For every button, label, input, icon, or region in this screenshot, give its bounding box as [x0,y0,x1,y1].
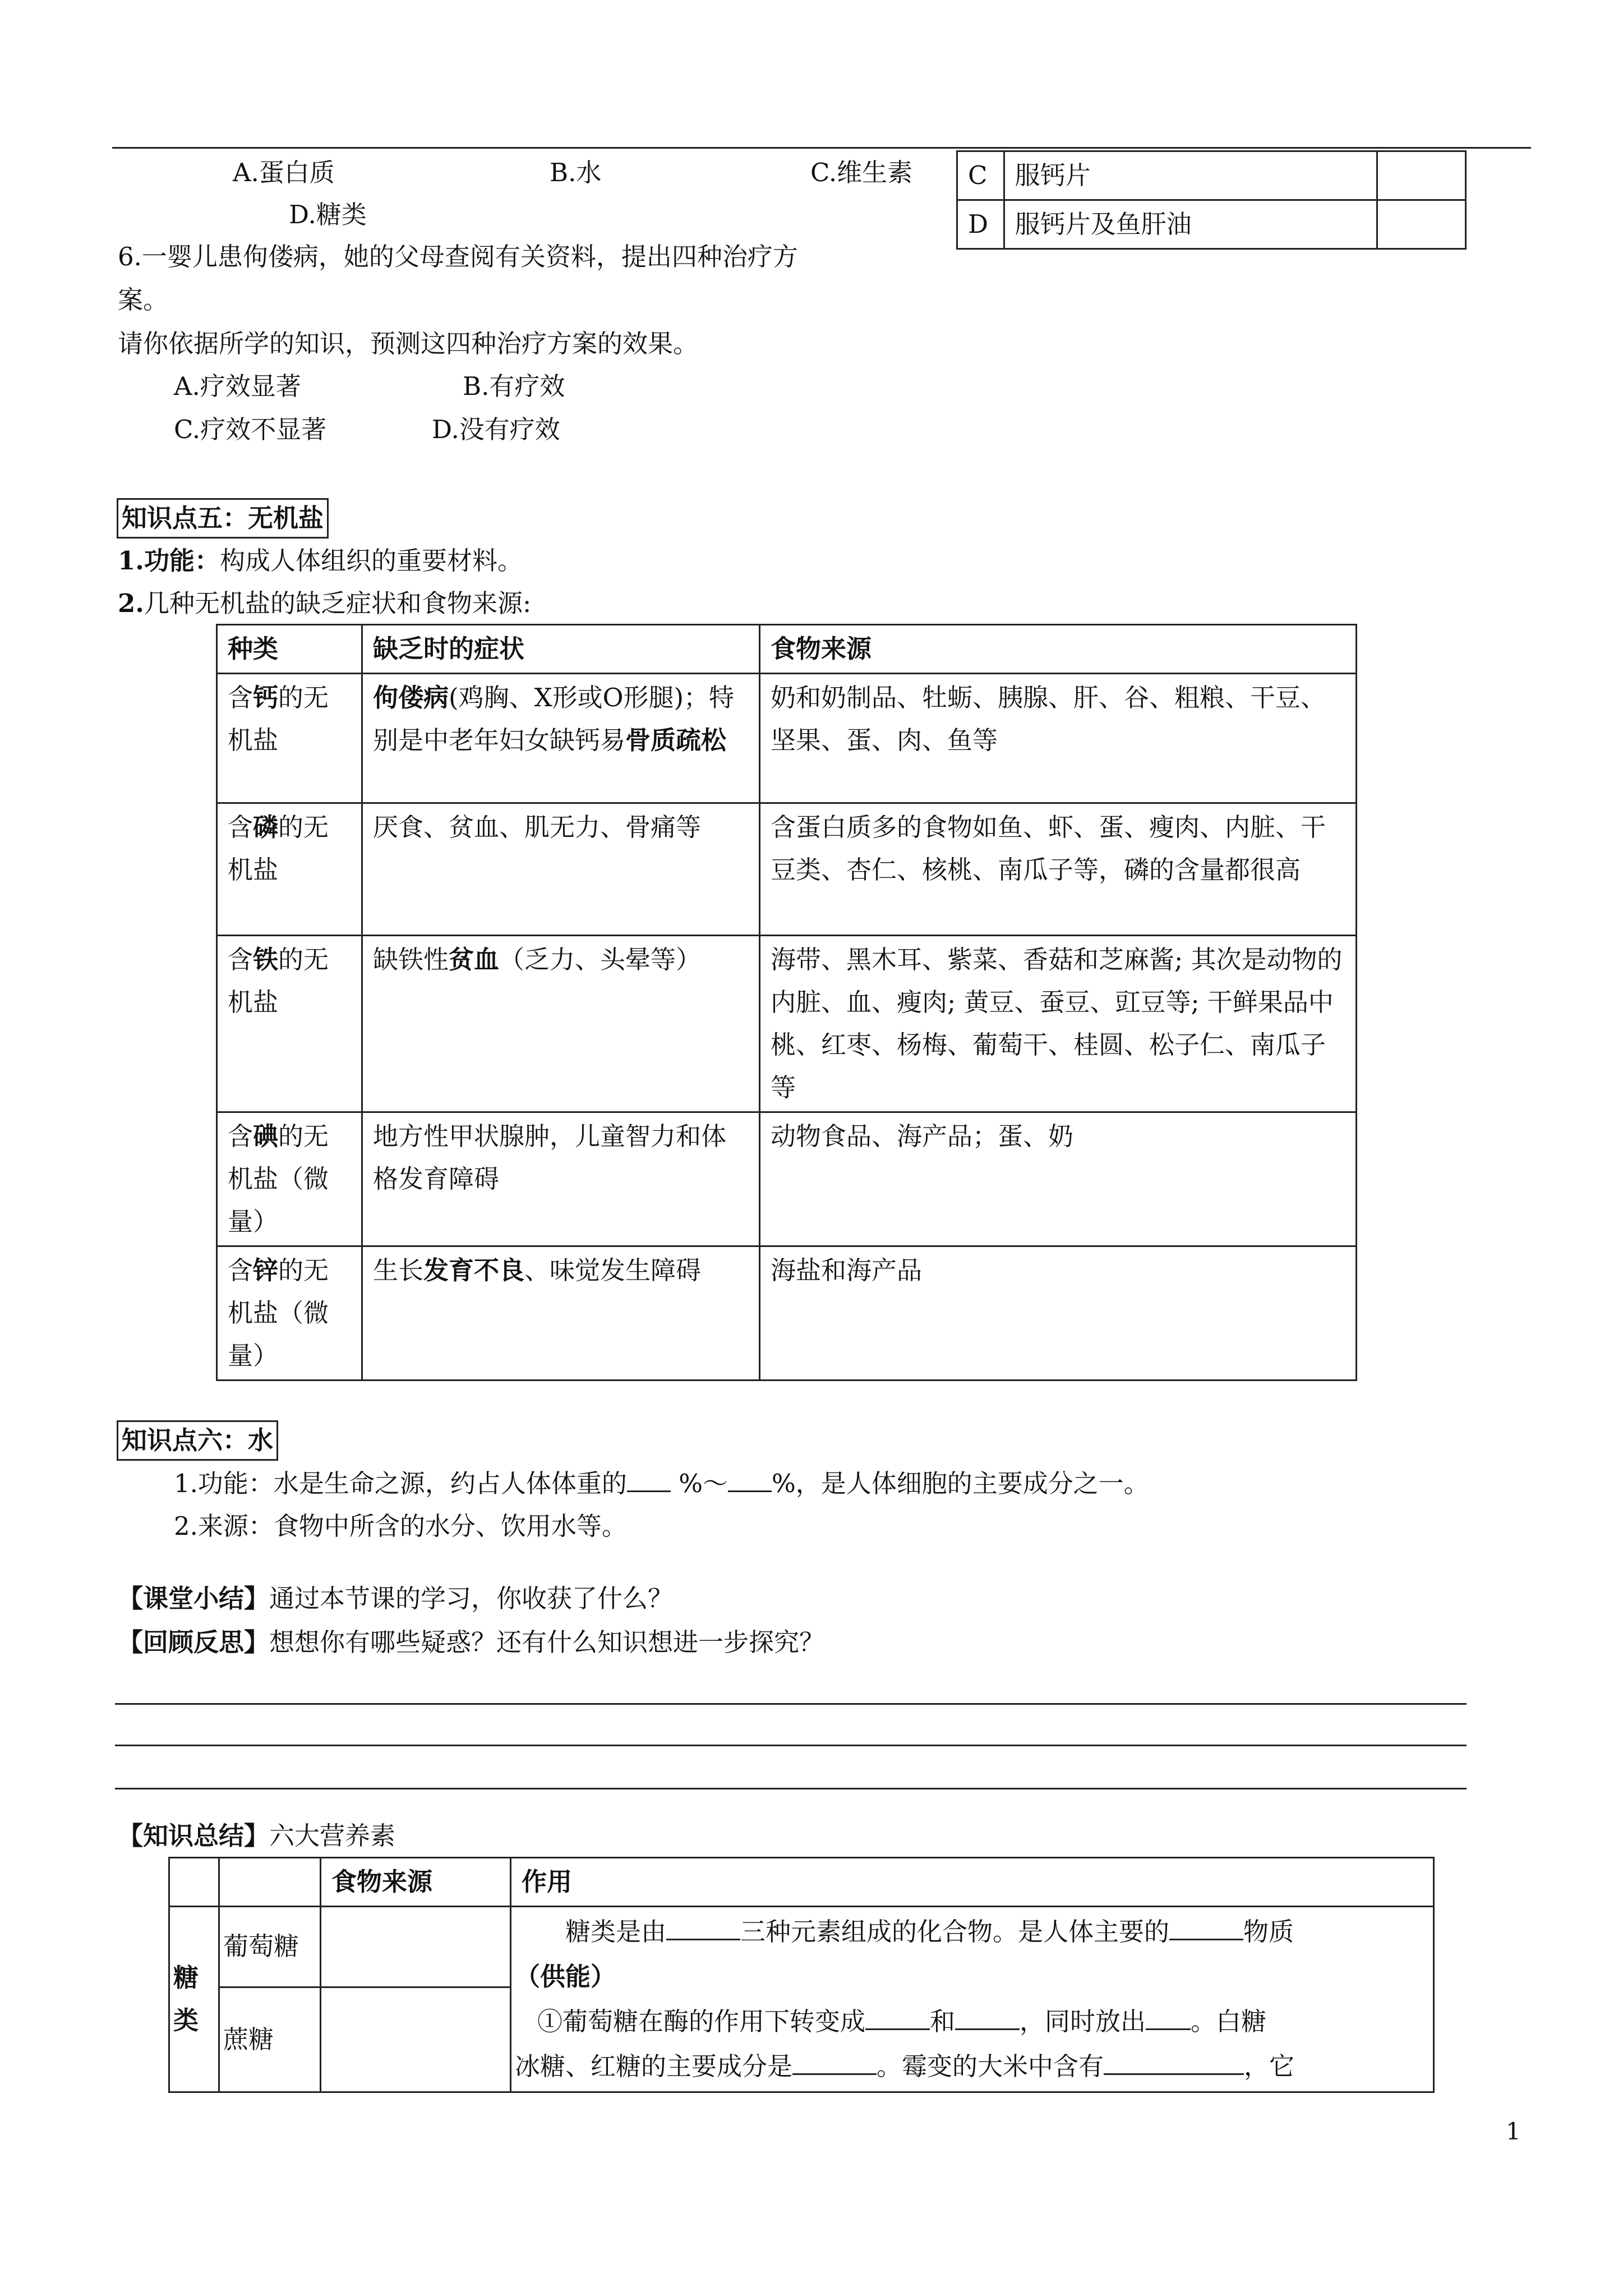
knowledge-summary: 【知识总结】六大营养素 [118,1821,396,1851]
page-number: 1 [1506,2118,1521,2145]
blank[interactable] [955,1999,1020,2030]
column-header [219,1858,321,1907]
blank[interactable] [1169,1910,1243,1940]
mineral-type: 含钙的无机盐 [217,674,362,803]
blank[interactable] [865,1999,930,2030]
q6-line2: 案。 [118,285,169,315]
mineral-source: 海带、黑木耳、紫菜、香菇和芝麻酱; 其次是动物的内脏、血、瘦肉; 黄豆、蚕豆、豇豆等; 干鲜果品中桃、红枣、杨梅、葡萄干、桂圆、松子仁、南瓜子等 [760,936,1357,1112]
treatment-result [1377,200,1466,249]
minerals-table [216,624,1357,1381]
q5-option-c: C.维生素 [810,158,913,187]
nutrients-table [168,1857,1435,2093]
q5-option-a: A.蛋白质 [233,158,335,187]
table-row [217,803,1357,936]
q6-option-d: D.没有疗效 [432,415,560,444]
water-source: 2.来源：食物中所含的水分、饮用水等。 [174,1511,627,1541]
treatment-text: 服钙片及鱼肝油 [1004,200,1377,249]
q5-option-d: D.糖类 [289,200,367,229]
q6-option-a: A.疗效显著 [174,371,301,401]
header-rule [112,147,1531,149]
mineral-type: 含磷的无机盐 [217,803,362,936]
column-header: 食物来源 [760,625,1357,674]
water-function: 1.功能：水是生命之源，约占人体体重的 %～ %，是人体细胞的主要成分之一。 [174,1461,1149,1505]
mineral-type: 含碘的无机盐（微量） [217,1112,362,1246]
nutrient-item: 葡萄糖 [219,1907,321,1987]
treatment-letter: D [957,200,1004,249]
answer-line[interactable] [115,1703,1467,1705]
column-header: 食物来源 [321,1858,511,1907]
mineral-symptom: 地方性甲状腺肿，儿童智力和体格发育障碍 [362,1112,760,1246]
food-source-cell[interactable] [321,1987,511,2092]
mineral-source: 奶和奶制品、牡蛎、胰腺、肝、谷、粗粮、干豆、坚果、蛋、肉、鱼等 [760,674,1357,803]
function-line: 糖类是由 三种元素组成的化合物。是人体主要的 物质 [515,1910,1430,1954]
table-row [217,1246,1357,1381]
mineral-symptom: 缺铁性贫血（乏力、头晕等） [362,936,760,1112]
table-header-row [217,625,1357,674]
mineral-symptom: 生长发育不良、味觉发生障碍 [362,1246,760,1381]
mineral-symptom: 佝偻病(鸡胸、X形或O形腿)；特别是中老年妇女缺钙易骨质疏松 [362,674,760,803]
mineral-type: 含铁的无机盐 [217,936,362,1112]
function-line: ①葡萄糖在酶的作用下转变成 和 ，同时放出 。白糖 [515,1999,1430,2044]
table-row [957,151,1466,200]
blank[interactable] [792,2044,877,2075]
function-line: 冰糖、红糖的主要成分是 。霉变的大米中含有 ，它 [515,2044,1430,2089]
blank[interactable] [728,1461,772,1492]
blank[interactable] [627,1461,671,1492]
food-source-cell[interactable] [321,1907,511,1987]
mineral-type: 含锌的无机盐（微量） [217,1246,362,1381]
minerals-subtitle [118,582,531,625]
column-header: 作用 [511,1858,1434,1907]
answer-line[interactable] [115,1788,1467,1789]
q6-line3: 请你依据所学的知识，预测这四种治疗方案的效果。 [118,329,699,358]
blank[interactable] [1146,1999,1191,2030]
q6-line1: 6.一婴儿患佝偻病，她的父母查阅有关资料，提出四种治疗方 [118,242,798,272]
mineral-source: 海盐和海产品 [760,1246,1357,1381]
treatment-letter: C [957,151,1004,200]
minerals-function [118,540,523,582]
function-cell [511,1907,1434,2092]
mineral-source: 含蛋白质多的食物如鱼、虾、蛋、瘦肉、内脏、干豆类、杏仁、核桃、南瓜子等，磷的含量都很高 [760,803,1357,936]
section-title-water: 知识点六：水 [117,1420,278,1461]
answer-line[interactable] [115,1745,1467,1746]
function-label: 1.功能： [118,546,220,576]
column-header: 缺乏时的症状 [362,625,760,674]
table-row [217,1112,1357,1246]
section-title-minerals: 知识点五：无机盐 [117,498,329,539]
nutrient-group: 糖类 [169,1907,219,2092]
table-row [217,936,1357,1112]
treatment-text: 服钙片 [1004,151,1377,200]
treatment-table [956,150,1467,250]
mineral-source: 动物食品、海产品；蛋、奶 [760,1112,1357,1246]
table-row [957,200,1466,249]
blank[interactable] [1104,2044,1244,2075]
table-row [217,674,1357,803]
mineral-symptom: 厌食、贫血、肌无力、骨痛等 [362,803,760,936]
nutrient-item: 蔗糖 [219,1987,321,2092]
subtitle-label: 2. [118,588,144,618]
function-text: 构成人体组织的重要材料。 [219,546,523,576]
table-row [169,1907,1434,1987]
q6-option-c: C.疗效不显著 [174,415,327,444]
treatment-result [1377,151,1466,200]
reflection: 【回顾反思】想想你有哪些疑惑？还有什么知识想进一步探究？ [118,1627,825,1657]
q6-option-b: B.有疗效 [463,371,565,401]
subtitle-text: 几种无机盐的缺乏症状和食物来源: [144,588,532,618]
column-header [169,1858,219,1907]
class-summary: 【课堂小结】通过本节课的学习，你收获了什么？ [118,1584,674,1613]
function-line: （供能） [515,1962,616,1991]
q5-option-b: B.水 [550,158,602,187]
column-header: 种类 [217,625,362,674]
table-header-row [169,1858,1434,1907]
blank[interactable] [666,1910,740,1940]
